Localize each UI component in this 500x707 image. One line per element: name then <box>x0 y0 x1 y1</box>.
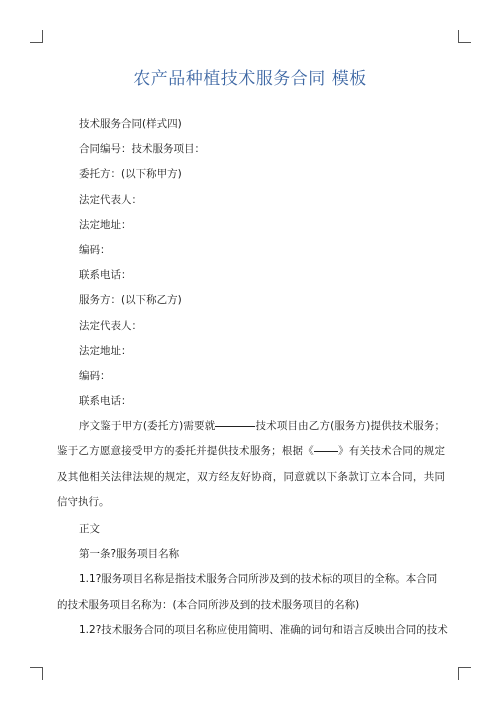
blank-line <box>215 418 255 427</box>
provider-field: 服务方：(以下称乙方) <box>79 294 182 307</box>
document-title: 农产品种植技术服务合同 模板 <box>133 69 367 89</box>
body-heading: 正文 <box>79 523 100 536</box>
clause-1-2: 1.2?技术服务合同的项目名称应使用简明、准确的词句和语言反映出合同的技术 <box>79 623 448 636</box>
client-address-field: 法定地址： <box>79 218 132 231</box>
provider-address-field: 法定地址： <box>79 344 132 357</box>
preamble-part-1: 序文鉴于甲方(委托方)需要就 <box>79 420 216 433</box>
preamble-part-3: 》有关技术合同的规定及其他相关法律法规的规定，双方经友好协商，同意就以下条款订立本合同，共同信守执行。 <box>57 445 446 508</box>
contract-number-field: 合同编号：技术服务项目： <box>79 143 205 156</box>
corner-mark-top-right <box>458 30 471 43</box>
client-phone-field: 联系电话： <box>79 269 132 282</box>
provider-postcode-field: 编码： <box>79 369 111 382</box>
corner-mark-bottom-left <box>30 667 43 680</box>
contract-style-label: 技术服务合同(样式四) <box>79 118 182 130</box>
provider-legal-rep-field: 法定代表人： <box>79 319 142 332</box>
preamble-part-2: 技术项目由乙方(服务方)提供技术服务；鉴于乙方愿意接受甲方的委托并提供技术服务；根据《 <box>57 420 445 458</box>
article-1-heading: 第一条?服务项目名称 <box>79 548 180 561</box>
document-body <box>57 112 448 643</box>
client-field: 委托方：(以下称甲方) <box>79 168 182 181</box>
corner-mark-bottom-right <box>458 667 471 680</box>
client-postcode-field: 编码： <box>79 243 111 256</box>
blank-line <box>314 443 338 452</box>
provider-phone-field: 联系电话： <box>79 395 132 408</box>
clause-1-1: 1.1?服务项目名称是指技术服务合同所涉及到的技术标的项目的全称。本合同的技术服务项目名称为：(本合同所涉及到的技术服务项目的名称) <box>57 573 438 611</box>
client-legal-rep-field: 法定代表人： <box>79 193 142 206</box>
corner-mark-top-left <box>30 30 43 43</box>
preamble-paragraph <box>57 414 445 515</box>
